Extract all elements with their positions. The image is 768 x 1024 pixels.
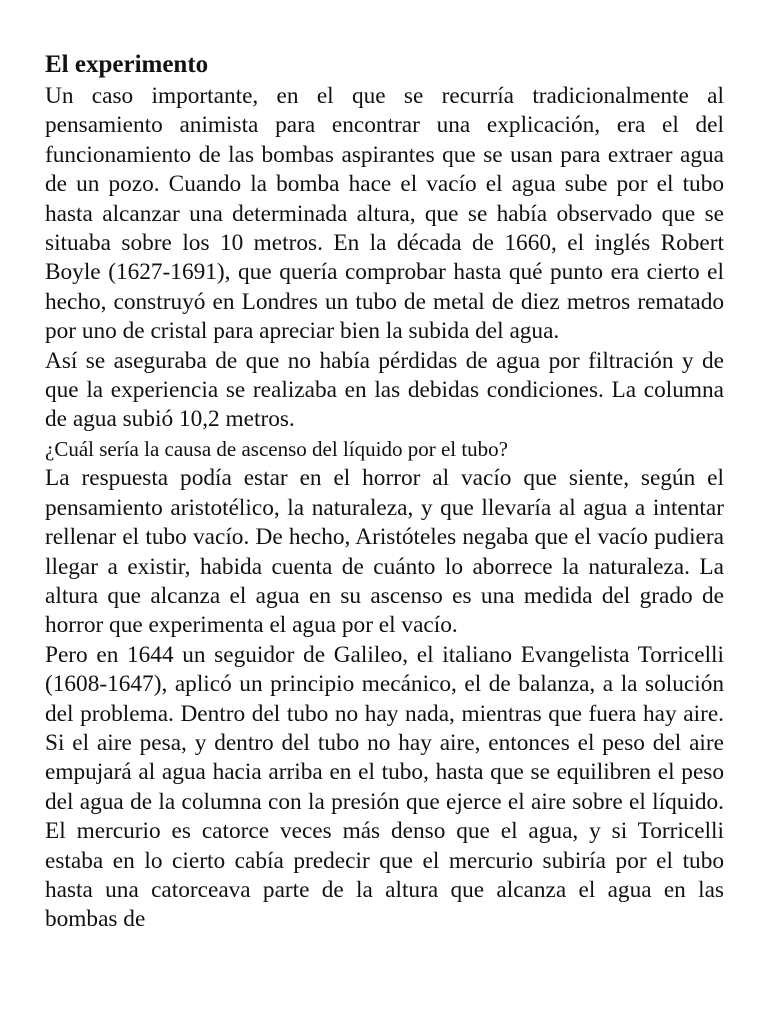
paragraph-boyle: Un caso importante, en el que se recurría tradicionalmente al pensamiento animista para encontrar una explicación, era el del funcionamiento de las bombas aspirantes que se usan para extraer agua de un pozo. Cuando la bomba hace el vacío el agua sube por el tubo hasta alcanzar una determinada altura, que se había observado que se situaba sobre los 10 metros. En la década de 1660, el inglés Robert Boyle (1627-1691), que quería comprobar hasta qué punto era cierto el hecho, construyó en Londres un tubo de metal de diez metros rematado por uno de cristal para apreciar bien la subida del agua. — [45, 83, 724, 345]
section-title: El experimento — [45, 51, 209, 78]
paragraph-torricelli: Pero en 1644 un seguidor de Galileo, el italiano Evangelista Torricelli (1608-1647), aplicó un principio mecánico, el de balanza, a la solución del problema. Dentro del tubo no hay nada, mientras que fuera hay aire. Si el aire pesa, y dentro del tubo no hay aire, entonces el peso del aire empujará al agua hacia arriba en el tubo, hasta que se equilibren el peso del agua de la columna con la presión que ejerce el aire sobre el líquido. El mercurio es catorce veces más denso que el agua, y si Torricelli estaba en lo cierto cabía predecir que el mercurio subiría por el tubo hasta una catorceava parte de la altura que alcanza el agua en las bombas de — [45, 641, 724, 933]
paragraph-horror-vacui: La respuesta podía estar en el horror al vacío que siente, según el pensamiento aristotélico, la naturaleza, y que llevaría al agua a intentar rellenar el tubo vacío. De hecho, Aristóteles negaba que el vacío pudiera llegar a existir, habida cuenta de cuánto lo aborrece la naturaleza. La altura que alcanza el agua en su ascenso es una medida del grado de horror que experimenta el agua por el vacío. — [45, 465, 724, 639]
paragraph-question: ¿Cuál sería la causa de ascenso del líquido por el tubo? — [45, 436, 509, 461]
paragraph-filtration: Así se aseguraba de que no había pérdidas de agua por filtración y de que la experiencia se realizaba en las debidas condiciones. La columna de agua subió 10,2 metros. — [45, 347, 724, 433]
